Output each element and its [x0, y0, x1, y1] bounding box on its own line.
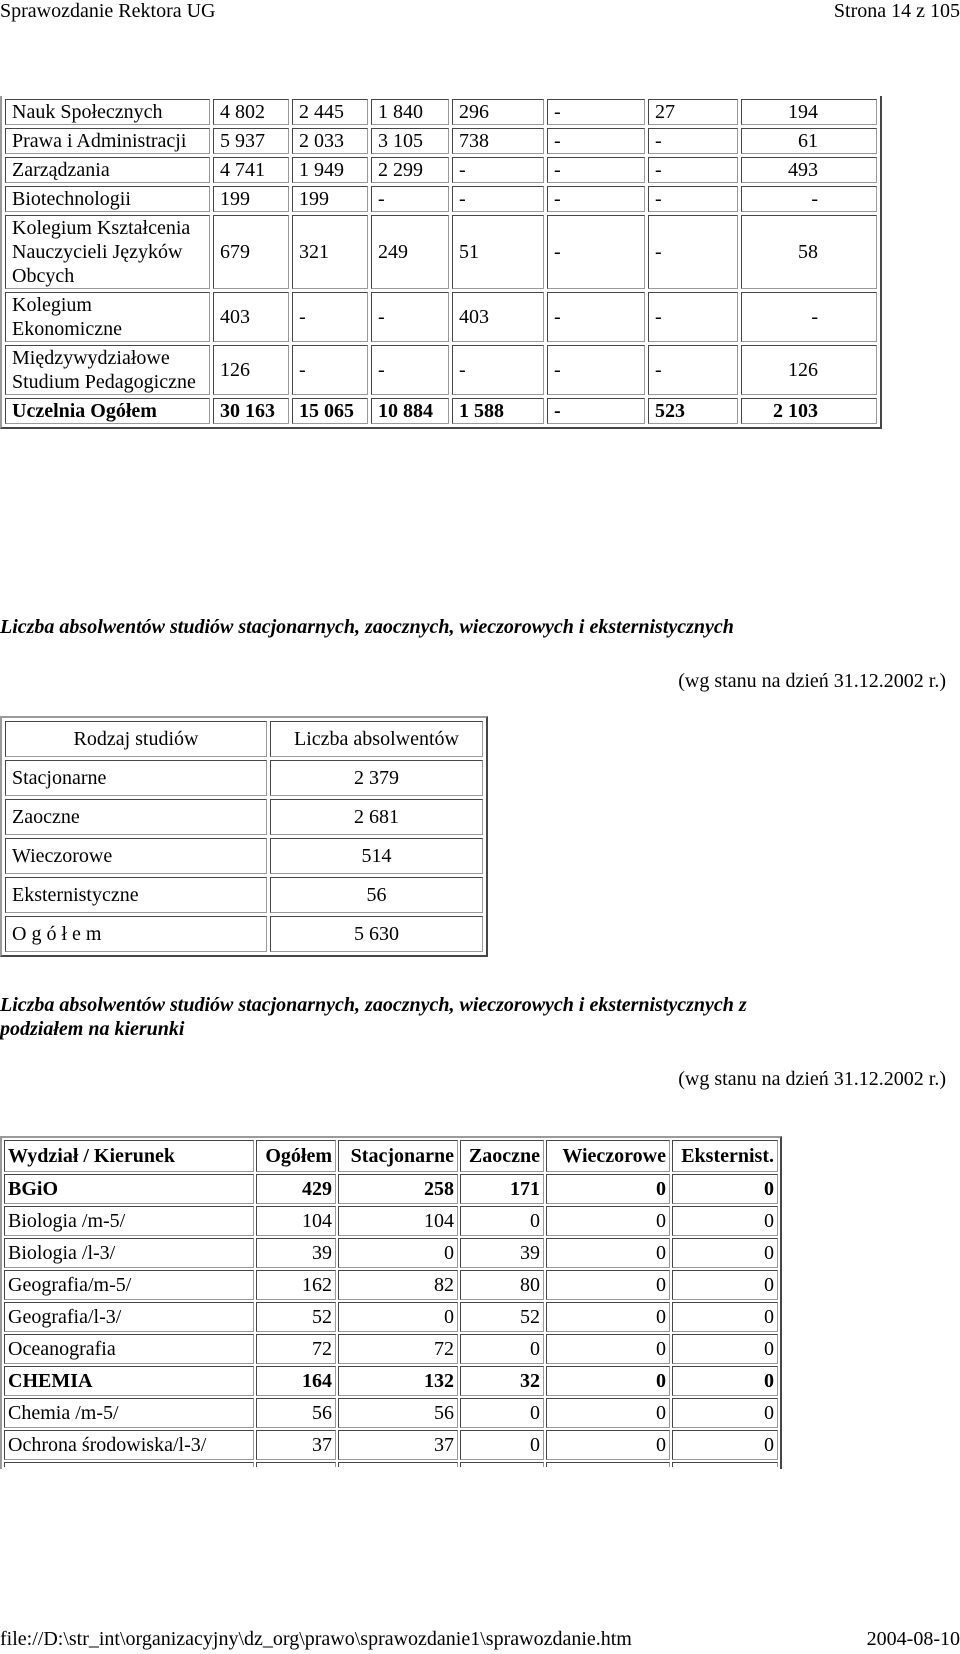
- value-cell: 39: [460, 1238, 544, 1268]
- empty-cell: [4, 1462, 254, 1467]
- value-cell: 104: [256, 1206, 336, 1236]
- faculty-students-table: [0, 96, 882, 429]
- value-cell: 0: [672, 1334, 778, 1364]
- table-row: [4, 1430, 778, 1460]
- row-label: Zarządzania: [5, 157, 210, 183]
- value-cell: 104: [338, 1206, 458, 1236]
- value-cell: 72: [256, 1334, 336, 1364]
- table-row-continuation: [4, 1462, 778, 1467]
- value-cell: 0: [546, 1270, 670, 1300]
- value-cell: 249: [371, 215, 449, 289]
- value-cell: 1 949: [292, 157, 368, 183]
- field-name-cell: BGiO: [4, 1174, 254, 1204]
- value-cell: -: [648, 186, 738, 212]
- value-cell: 0: [546, 1334, 670, 1364]
- value-cell: 194: [741, 99, 877, 125]
- value-cell: 82: [338, 1270, 458, 1300]
- row-label: Prawa i Administracji: [5, 128, 210, 154]
- row-label: Biotechnologii: [5, 186, 210, 212]
- table-row: [5, 128, 877, 154]
- column-header: Ogółem: [256, 1140, 336, 1172]
- value-cell: -: [292, 345, 368, 395]
- value-cell: 0: [460, 1430, 544, 1460]
- value-cell: 72: [338, 1334, 458, 1364]
- graduates-count-cell: 2 681: [270, 799, 483, 835]
- table-row: [4, 1238, 778, 1268]
- field-name-cell: Ochrona środowiska/l-3/: [4, 1430, 254, 1460]
- table-row: [5, 345, 877, 395]
- value-cell: -: [547, 186, 645, 212]
- value-cell: 0: [672, 1206, 778, 1236]
- table-row: [5, 838, 483, 874]
- value-cell: 15 065: [292, 398, 368, 424]
- row-label: Uczelnia Ogółem: [5, 398, 210, 424]
- value-cell: -: [452, 186, 544, 212]
- value-cell: -: [547, 215, 645, 289]
- value-cell: -: [648, 292, 738, 342]
- table-row: [5, 186, 877, 212]
- value-cell: 39: [256, 1238, 336, 1268]
- value-cell: 30 163: [213, 398, 289, 424]
- caption-graduates-by-field: [0, 993, 747, 1041]
- graduates-count-cell: 5 630: [270, 916, 483, 952]
- graduates-count-cell: 514: [270, 838, 483, 874]
- value-cell: 58: [741, 215, 877, 289]
- graduates-count-cell: 56: [270, 877, 483, 913]
- value-cell: -: [371, 345, 449, 395]
- value-cell: 52: [256, 1302, 336, 1332]
- table-row: [5, 799, 483, 835]
- caption-graduates: Liczba absolwentów studiów stacjonarnych, zaocznych, wieczorowych i eksternistycznych: [0, 616, 734, 638]
- column-header: Rodzaj studiów: [5, 721, 267, 757]
- value-cell: 2 299: [371, 157, 449, 183]
- field-name-cell: Chemia /m-5/: [4, 1398, 254, 1428]
- value-cell: -: [371, 186, 449, 212]
- value-cell: -: [648, 215, 738, 289]
- value-cell: 0: [546, 1302, 670, 1332]
- value-cell: -: [452, 345, 544, 395]
- graduates-by-study-type-table: [0, 716, 488, 957]
- table-row: [4, 1270, 778, 1300]
- value-cell: 52: [460, 1302, 544, 1332]
- table-row: [5, 877, 483, 913]
- value-cell: 0: [460, 1206, 544, 1236]
- table-row: [5, 916, 483, 952]
- value-cell: 0: [672, 1174, 778, 1204]
- value-cell: -: [648, 345, 738, 395]
- study-type-cell: Zaoczne: [5, 799, 267, 835]
- table-row: [5, 157, 877, 183]
- table-row: [5, 99, 877, 125]
- study-type-cell: Wieczorowe: [5, 838, 267, 874]
- value-cell: 429: [256, 1174, 336, 1204]
- value-cell: 523: [648, 398, 738, 424]
- value-cell: -: [547, 128, 645, 154]
- field-name-cell: CHEMIA: [4, 1366, 254, 1396]
- table-row: [4, 1398, 778, 1428]
- value-cell: 32: [460, 1366, 544, 1396]
- table-row: [5, 215, 877, 289]
- page-number: Strona 14 z 105: [833, 0, 960, 22]
- row-label: Nauk Społecznych: [5, 99, 210, 125]
- value-cell: -: [648, 157, 738, 183]
- faculty-row: [4, 1366, 778, 1396]
- value-cell: 10 884: [371, 398, 449, 424]
- value-cell: 0: [460, 1334, 544, 1364]
- row-label: Kolegium Kształcenia Nauczycieli Języków Obcych: [5, 215, 210, 289]
- value-cell: 2 103: [741, 398, 877, 424]
- value-cell: 0: [672, 1302, 778, 1332]
- field-name-cell: Biologia /l-3/: [4, 1238, 254, 1268]
- value-cell: 3 105: [371, 128, 449, 154]
- value-cell: 132: [338, 1366, 458, 1396]
- value-cell: 171: [460, 1174, 544, 1204]
- value-cell: 61: [741, 128, 877, 154]
- value-cell: 126: [213, 345, 289, 395]
- graduates-by-field-table: [0, 1136, 782, 1469]
- value-cell: 403: [452, 292, 544, 342]
- value-cell: -: [452, 157, 544, 183]
- value-cell: 0: [546, 1238, 670, 1268]
- value-cell: 5 937: [213, 128, 289, 154]
- value-cell: 56: [338, 1398, 458, 1428]
- value-cell: 0: [546, 1206, 670, 1236]
- empty-cell: [256, 1462, 336, 1467]
- value-cell: 162: [256, 1270, 336, 1300]
- empty-cell: [672, 1462, 778, 1467]
- table-row: [5, 292, 877, 342]
- value-cell: 0: [460, 1398, 544, 1428]
- study-type-cell: Stacjonarne: [5, 760, 267, 796]
- value-cell: 37: [338, 1430, 458, 1460]
- value-cell: 2 445: [292, 99, 368, 125]
- as-of-date-2: (wg stanu na dzień 31.12.2002 r.): [678, 1068, 946, 1090]
- footer-file-path: file://D:\str_int\organizacyjny\dz_org\prawo\sprawozdanie1\sprawozdanie.htm: [0, 1628, 632, 1650]
- value-cell: 80: [460, 1270, 544, 1300]
- study-type-cell: O g ó ł e m: [5, 916, 267, 952]
- value-cell: 27: [648, 99, 738, 125]
- value-cell: 0: [672, 1238, 778, 1268]
- field-name-cell: Geografia/m-5/: [4, 1270, 254, 1300]
- value-cell: 0: [672, 1398, 778, 1428]
- value-cell: 0: [672, 1270, 778, 1300]
- table-row: [4, 1206, 778, 1236]
- field-name-cell: Biologia /m-5/: [4, 1206, 254, 1236]
- value-cell: 0: [546, 1398, 670, 1428]
- value-cell: -: [547, 345, 645, 395]
- value-cell: -: [741, 292, 877, 342]
- value-cell: -: [648, 128, 738, 154]
- value-cell: 0: [672, 1366, 778, 1396]
- footer-date: 2004-08-10: [866, 1628, 960, 1650]
- value-cell: 321: [292, 215, 368, 289]
- table-header-row: [4, 1140, 778, 1172]
- column-header: Zaoczne: [460, 1140, 544, 1172]
- faculty-row: [4, 1174, 778, 1204]
- column-header: Liczba absolwentów: [270, 721, 483, 757]
- value-cell: 37: [256, 1430, 336, 1460]
- value-cell: 2 033: [292, 128, 368, 154]
- value-cell: 0: [546, 1430, 670, 1460]
- value-cell: 4 802: [213, 99, 289, 125]
- value-cell: -: [547, 292, 645, 342]
- value-cell: 1 840: [371, 99, 449, 125]
- table-row: [4, 1334, 778, 1364]
- value-cell: 126: [741, 345, 877, 395]
- value-cell: -: [547, 398, 645, 424]
- column-header: Stacjonarne: [338, 1140, 458, 1172]
- value-cell: 296: [452, 99, 544, 125]
- caption-line: Liczba absolwentów studiów stacjonarnych, zaocznych, wieczorowych i eksternistycznych z: [0, 994, 747, 1016]
- field-name-cell: Geografia/l-3/: [4, 1302, 254, 1332]
- caption-line: podziałem na kierunki: [0, 1018, 185, 1040]
- column-header: Wydział / Kierunek: [4, 1140, 254, 1172]
- value-cell: 56: [256, 1398, 336, 1428]
- value-cell: 51: [452, 215, 544, 289]
- empty-cell: [460, 1462, 544, 1467]
- value-cell: -: [547, 99, 645, 125]
- field-name-cell: Oceanografia: [4, 1334, 254, 1364]
- column-header: Wieczorowe: [546, 1140, 670, 1172]
- graduates-count-cell: 2 379: [270, 760, 483, 796]
- value-cell: 0: [546, 1366, 670, 1396]
- as-of-date-1: (wg stanu na dzień 31.12.2002 r.): [678, 670, 946, 692]
- value-cell: 1 588: [452, 398, 544, 424]
- header-title: Sprawozdanie Rektora UG: [0, 0, 216, 22]
- row-label: Kolegium Ekonomiczne: [5, 292, 210, 342]
- value-cell: 199: [213, 186, 289, 212]
- column-header: Eksternist.: [672, 1140, 778, 1172]
- value-cell: 493: [741, 157, 877, 183]
- value-cell: 164: [256, 1366, 336, 1396]
- value-cell: 199: [292, 186, 368, 212]
- value-cell: 0: [338, 1302, 458, 1332]
- value-cell: 738: [452, 128, 544, 154]
- empty-cell: [546, 1462, 670, 1467]
- total-row: [5, 398, 877, 424]
- value-cell: 679: [213, 215, 289, 289]
- value-cell: 4 741: [213, 157, 289, 183]
- value-cell: -: [371, 292, 449, 342]
- value-cell: -: [292, 292, 368, 342]
- value-cell: -: [741, 186, 877, 212]
- table-header-row: [5, 721, 483, 757]
- table-row: [5, 760, 483, 796]
- value-cell: 258: [338, 1174, 458, 1204]
- empty-cell: [338, 1462, 458, 1467]
- value-cell: 403: [213, 292, 289, 342]
- value-cell: 0: [546, 1174, 670, 1204]
- table-row: [4, 1302, 778, 1332]
- study-type-cell: Eksternistyczne: [5, 877, 267, 913]
- row-label: Międzywydziałowe Studium Pedagogiczne: [5, 345, 210, 395]
- value-cell: 0: [672, 1430, 778, 1460]
- value-cell: 0: [338, 1238, 458, 1268]
- value-cell: -: [547, 157, 645, 183]
